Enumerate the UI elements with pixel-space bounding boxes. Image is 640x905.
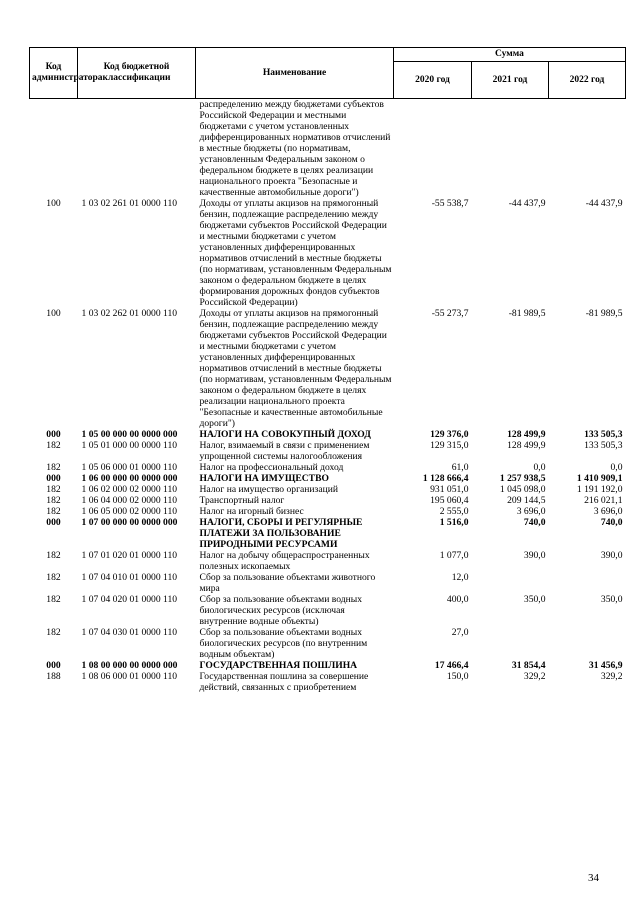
value-2020-cell: 150,0: [446, 671, 469, 682]
budget-code-cell: 1 07 04 020 01 0000 110: [81, 594, 178, 605]
admin-code-cell: 182: [46, 495, 61, 506]
table-row: [30, 495, 626, 506]
value-2020-cell: 931 051,0: [430, 484, 469, 495]
value-2022-cell: 329,2: [600, 671, 623, 682]
budget-code-cell: 1 05 01 000 00 0000 110: [81, 440, 178, 451]
header-budget-code: Код бюджетной классификации: [78, 48, 196, 99]
value-2021-cell: 128 499,9: [507, 440, 546, 451]
table-row: [30, 484, 626, 495]
budget-code-cell: 1 05 00 000 00 0000 000: [81, 429, 178, 440]
value-2022-cell: 740,0: [600, 517, 623, 528]
name-cell: Сбор за пользование объектами животного мира: [199, 572, 376, 594]
value-2021-cell: 1 257 938,5: [499, 473, 546, 484]
value-2020-cell: [394, 99, 472, 199]
budget-code-cell: 1 07 04 030 01 0000 110: [81, 627, 178, 638]
page-number: 34: [588, 872, 599, 884]
name-cell: Налог на имущество организаций: [199, 484, 338, 495]
admin-code-cell: 000: [46, 473, 61, 484]
header-admin-code: Код администратора: [30, 48, 78, 99]
table-row: [30, 198, 626, 308]
value-2021-cell: 0,0: [533, 462, 546, 473]
name-cell: ГОСУДАРСТВЕННАЯ ПОШЛИНА: [199, 660, 358, 671]
table-row: [30, 473, 626, 484]
table-row: [30, 99, 626, 199]
table-row: [30, 429, 626, 440]
table-row: [30, 594, 626, 627]
value-2020-cell: -55 273,7: [431, 308, 469, 319]
value-2021-cell: 350,0: [523, 594, 546, 605]
value-2021-cell: [472, 572, 549, 594]
name-cell: НАЛОГИ НА СОВОКУПНЫЙ ДОХОД: [199, 429, 371, 440]
value-2020-cell: 1 128 666,4: [422, 473, 469, 484]
name-cell: Сбор за пользование объектами водных биологических ресурсов (исключая внутренние водные объекты): [199, 594, 363, 627]
value-2021-cell: 209 144,5: [507, 495, 546, 506]
value-2022-cell: 0,0: [610, 462, 623, 473]
value-2022-cell: 133 505,3: [584, 429, 623, 440]
name-cell: Сбор за пользование объектами водных биологических ресурсов (по внутренним водным объектам): [199, 627, 368, 660]
value-2021-cell: 31 854,4: [511, 660, 546, 671]
table-row: [30, 671, 626, 693]
admin-code-cell: 000: [46, 517, 61, 528]
name-cell: Налог на профессиональный доход: [199, 462, 344, 473]
value-2022-cell: 1 410 909,1: [576, 473, 623, 484]
value-2020-cell: 129 315,0: [430, 440, 469, 451]
name-cell: НАЛОГИ, СБОРЫ И РЕГУЛЯРНЫЕ ПЛАТЕЖИ ЗА ПОЛЬЗОВАНИЕ ПРИРОДНЫМИ РЕСУРСАМИ: [199, 517, 363, 550]
value-2022-cell: -44 437,9: [585, 198, 623, 209]
admin-code-cell: 100: [46, 198, 61, 209]
value-2020-cell: 61,0: [451, 462, 469, 473]
admin-code-cell: 182: [46, 572, 61, 583]
name-cell: Доходы от уплаты акцизов на прямогонный бензин, подлежащие распределению между бюджетами субъектов Российской Федерации и местными бюджетами с учетом установленных дифференцированных нормативов отчислений в местные бюджеты (по нормативам, установленным Федеральным законом о федеральном бюджете в целях реализации национального проекта "Безопасные и качественные автомобильные дороги"): [199, 308, 392, 429]
value-2022-cell: 390,0: [600, 550, 623, 561]
table-row: [30, 627, 626, 660]
value-2020-cell: 129 376,0: [430, 429, 469, 440]
admin-code-cell: 182: [46, 484, 61, 495]
admin-code-cell: 182: [46, 550, 61, 561]
table-body: [30, 99, 626, 694]
header-year-2021: 2021 год: [472, 62, 549, 99]
value-2020-cell: 27,0: [451, 627, 469, 638]
table-header: [30, 48, 626, 99]
name-cell: Налог на игорный бизнес: [199, 506, 304, 517]
table-row: [30, 517, 626, 550]
budget-table-page: [29, 47, 625, 693]
value-2022-cell: [549, 572, 626, 594]
budget-code-cell: 1 07 00 000 00 0000 000: [81, 517, 178, 528]
table-row: [30, 462, 626, 473]
value-2022-cell: [549, 99, 626, 199]
header-year-2020: 2020 год: [394, 62, 472, 99]
value-2020-cell: 400,0: [446, 594, 469, 605]
value-2022-cell: 133 505,3: [584, 440, 623, 451]
value-2021-cell: 329,2: [523, 671, 546, 682]
budget-code-cell: 1 06 04 000 02 0000 110: [81, 495, 178, 506]
value-2020-cell: 195 060,4: [430, 495, 469, 506]
name-cell: Налог на добычу общераспространенных полезных ископаемых: [199, 550, 370, 572]
budget-table: [29, 47, 626, 693]
budget-code-cell: 1 08 06 000 01 0000 110: [81, 671, 178, 682]
name-cell: распределению между бюджетами субъектов Российской Федерации и местными бюджетами с учетом установленных дифференцированных нормативов отчислений в местные бюджеты (по нормативам, установленным Федеральным законом о федеральном бюджете в целях реализации национального проекта "Безопасные и качественные автомобильные дороги"): [199, 99, 391, 198]
name-cell: Государственная пошлина за совершение действий, связанных с приобретением: [199, 671, 369, 693]
name-cell: Доходы от уплаты акцизов на прямогонный бензин, подлежащие распределению между бюджетами субъектов Российской Федерации и местными бюджетами с учетом установленных дифференцированных нормативов отчислений в местные бюджеты (по нормативам, установленным Федеральным законом о федеральном бюджете в целях формирования дорожных фондов субъектов Российской Федерации): [199, 198, 392, 308]
budget-code-cell: [78, 99, 196, 199]
value-2022-cell: 31 456,9: [588, 660, 623, 671]
budget-code-cell: 1 06 05 000 02 0000 110: [81, 506, 178, 517]
value-2020-cell: 1 516,0: [439, 517, 469, 528]
value-2021-cell: 128 499,9: [507, 429, 546, 440]
budget-code-cell: 1 05 06 000 01 0000 110: [81, 462, 178, 473]
value-2021-cell: [472, 627, 549, 660]
budget-code-cell: 1 03 02 261 01 0000 110: [81, 198, 178, 209]
admin-code-cell: 182: [46, 506, 61, 517]
table-row: [30, 660, 626, 671]
admin-code-cell: 182: [46, 627, 61, 638]
admin-code-cell: 182: [46, 440, 61, 451]
value-2022-cell: 3 696,0: [593, 506, 623, 517]
value-2020-cell: -55 538,7: [431, 198, 469, 209]
table-row: [30, 506, 626, 517]
name-cell: Транспортный налог: [199, 495, 285, 506]
admin-code-cell: 000: [46, 660, 61, 671]
value-2022-cell: [549, 627, 626, 660]
admin-code-cell: 182: [46, 462, 61, 473]
value-2020-cell: 12,0: [451, 572, 469, 583]
name-cell: Налог, взимаемый в связи с применением упрощенной системы налогообложения: [199, 440, 370, 462]
value-2021-cell: -81 989,5: [508, 308, 546, 319]
value-2022-cell: 1 191 192,0: [576, 484, 623, 495]
value-2020-cell: 1 077,0: [439, 550, 469, 561]
admin-code-cell: 188: [46, 671, 61, 682]
value-2021-cell: 3 696,0: [516, 506, 546, 517]
admin-code-cell: 000: [46, 429, 61, 440]
budget-code-cell: 1 06 02 000 02 0000 110: [81, 484, 178, 495]
value-2020-cell: 17 466,4: [434, 660, 469, 671]
value-2022-cell: 216 021,1: [584, 495, 623, 506]
value-2020-cell: 2 555,0: [439, 506, 469, 517]
name-cell: НАЛОГИ НА ИМУЩЕСТВО: [199, 473, 329, 484]
admin-code-cell: 182: [46, 594, 61, 605]
table-row: [30, 440, 626, 462]
budget-code-cell: 1 07 04 010 01 0000 110: [81, 572, 178, 583]
value-2021-cell: 1 045 098,0: [499, 484, 546, 495]
header-name: Наименование: [196, 48, 394, 99]
admin-code-cell: [30, 99, 78, 199]
header-sum: Сумма: [394, 48, 626, 62]
value-2022-cell: -81 989,5: [585, 308, 623, 319]
value-2021-cell: -44 437,9: [508, 198, 546, 209]
admin-code-cell: 100: [46, 308, 61, 319]
table-row: [30, 308, 626, 429]
budget-code-cell: 1 06 00 000 00 0000 000: [81, 473, 178, 484]
budget-code-cell: 1 03 02 262 01 0000 110: [81, 308, 178, 319]
value-2021-cell: 740,0: [523, 517, 546, 528]
value-2022-cell: 350,0: [600, 594, 623, 605]
table-row: [30, 550, 626, 572]
value-2021-cell: [472, 99, 549, 199]
table-row: [30, 572, 626, 594]
header-year-2022: 2022 год: [549, 62, 626, 99]
budget-code-cell: 1 07 01 020 01 0000 110: [81, 550, 178, 561]
budget-code-cell: 1 08 00 000 00 0000 000: [81, 660, 178, 671]
value-2021-cell: 390,0: [523, 550, 546, 561]
